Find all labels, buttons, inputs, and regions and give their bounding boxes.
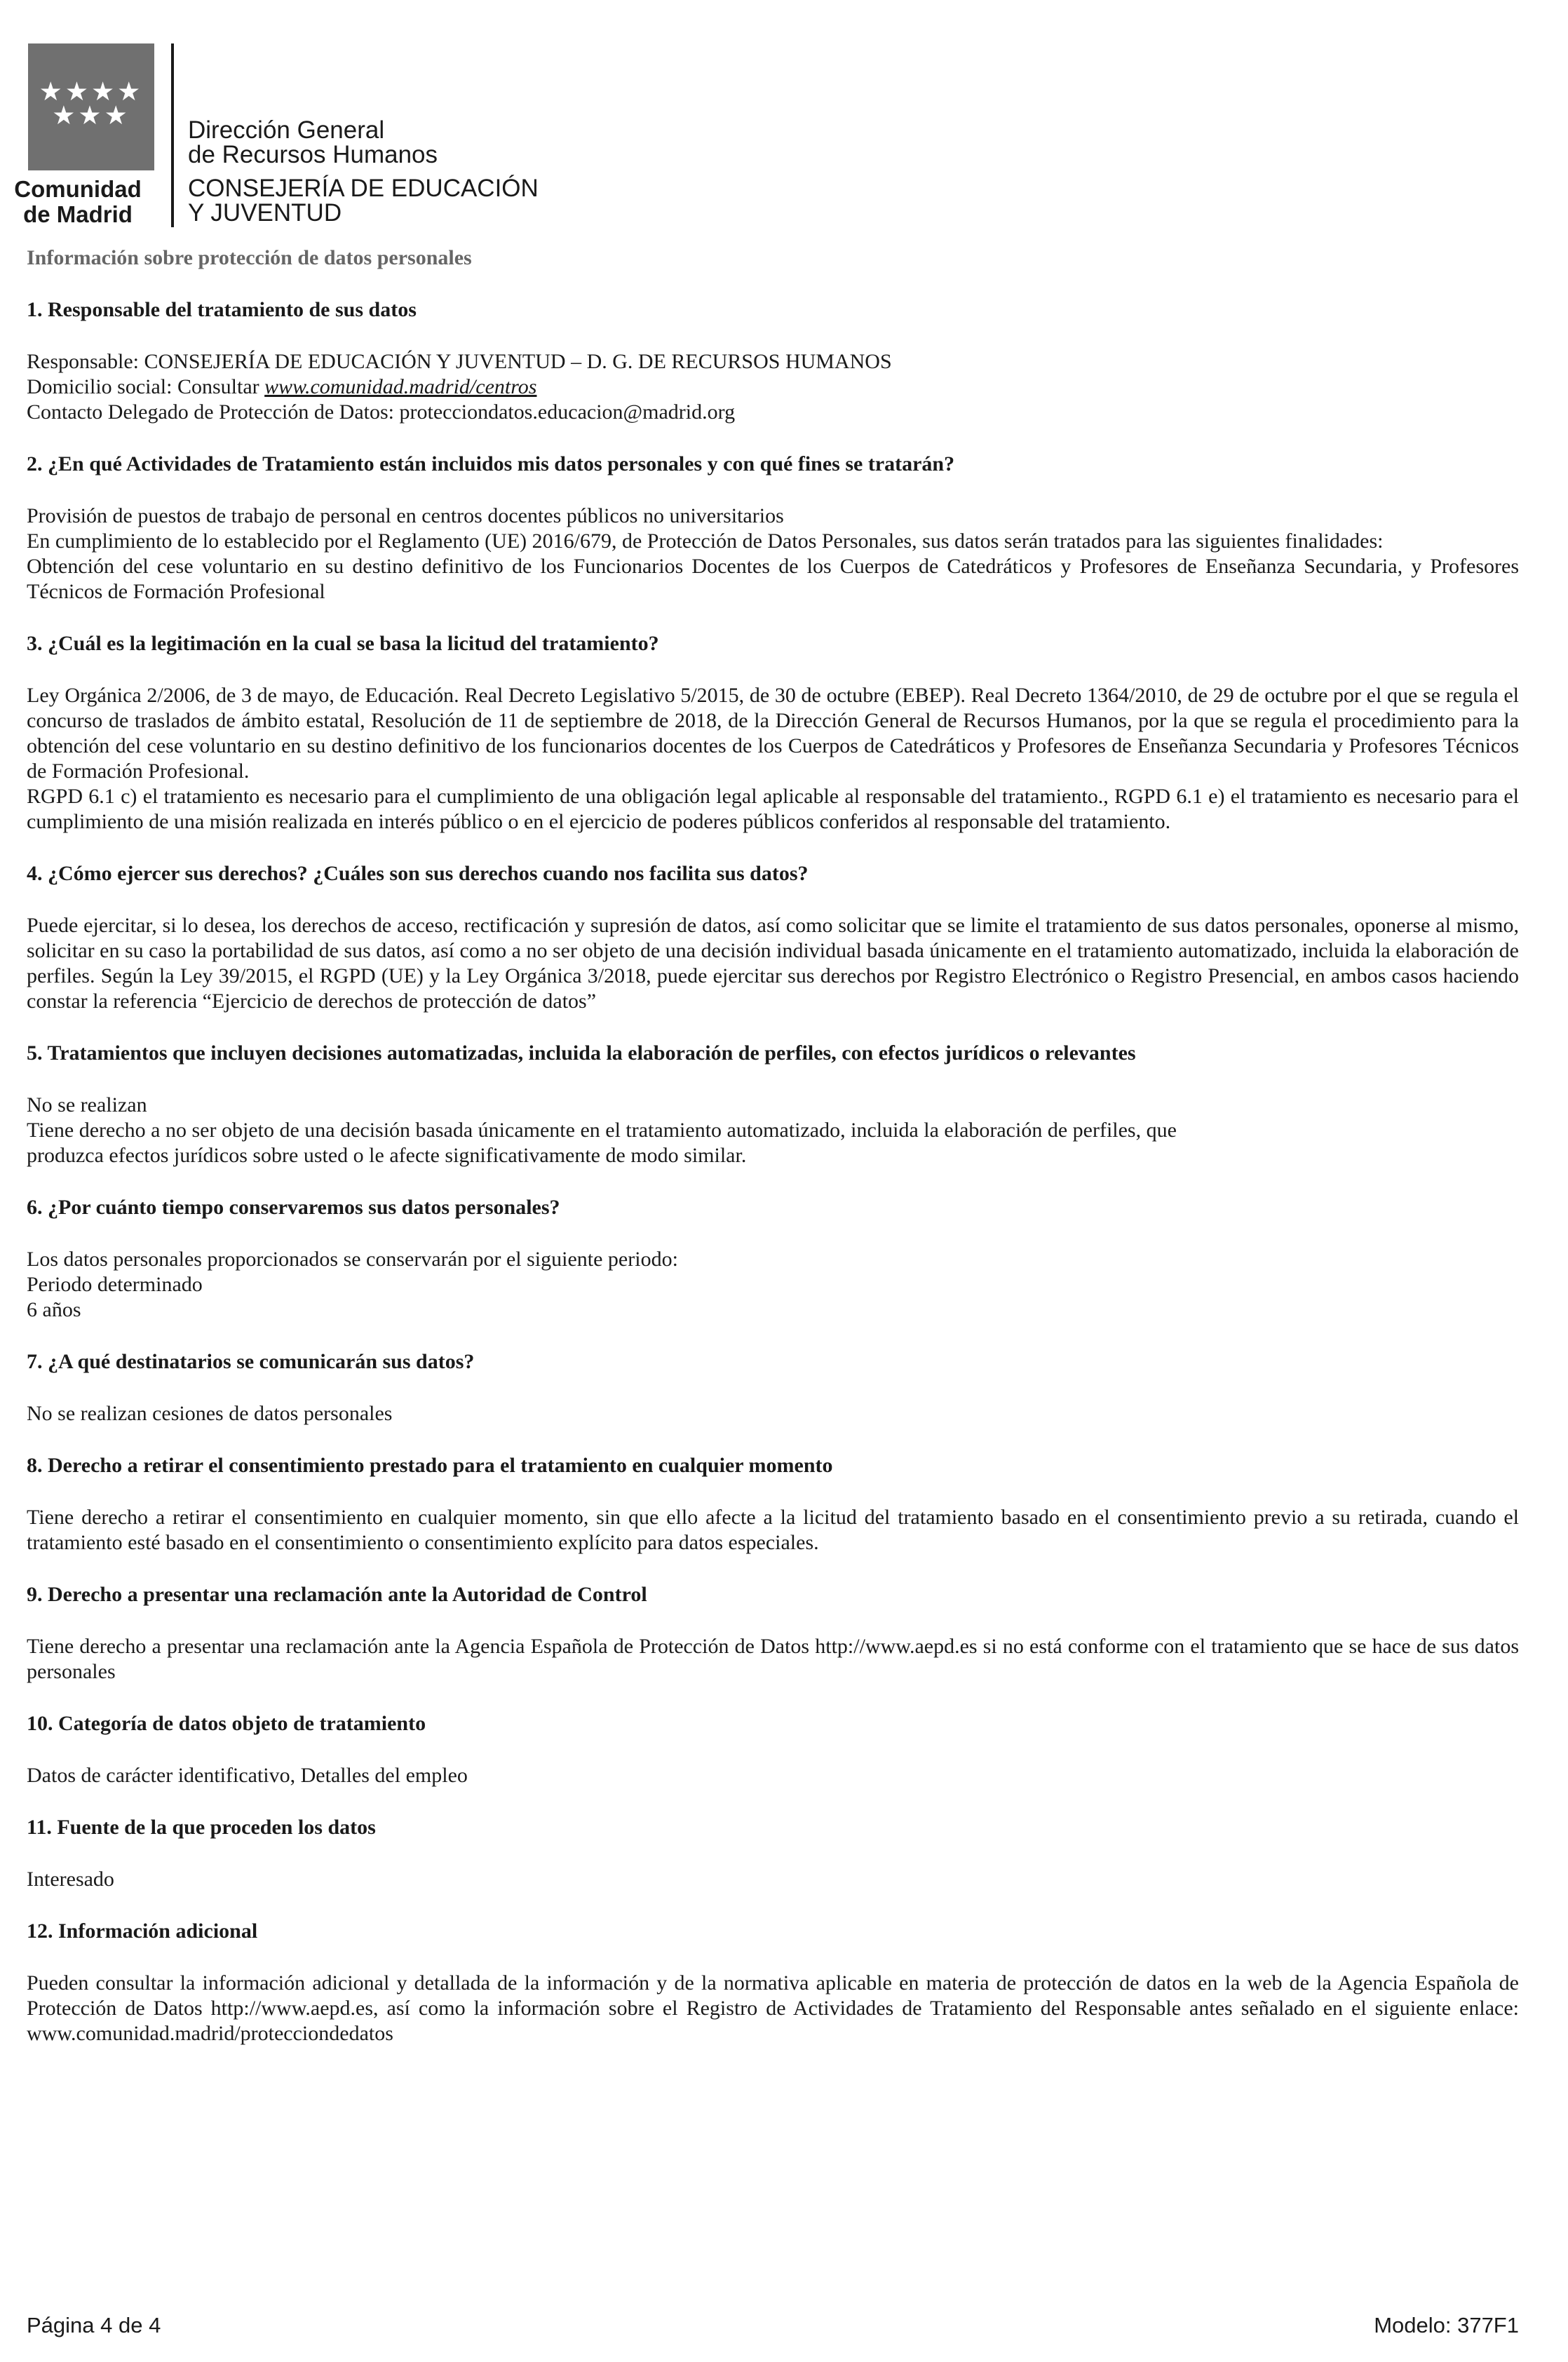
header-divider — [171, 43, 174, 227]
section-6-line-3: 6 años — [27, 1298, 81, 1321]
section-11 — [27, 1815, 1519, 1892]
section-11-heading: 11. Fuente de la que proceden los datos — [27, 1816, 376, 1839]
consejeria-line-2: Y JUVENTUD — [188, 199, 342, 227]
section-3 — [27, 631, 1519, 835]
section-2-line-3: Obtención del cese voluntario en su destino definitivo de los Funcionarios Docentes de los Cuerpos de Catedráticos y Profesores de Enseñanza Secundaria, y Profesores Técnicos de Formación Profesional — [27, 555, 1519, 603]
dg-line-2: de Recursos Humanos — [188, 141, 438, 168]
section-6 — [27, 1195, 1519, 1323]
section-12-heading: 12. Información adicional — [27, 1919, 258, 1943]
comunidad-madrid-logo — [28, 43, 154, 170]
section-1 — [27, 297, 1519, 425]
section-1-line-3: Contacto Delegado de Protección de Datos: protecciondatos.educacion@madrid.org — [27, 400, 736, 424]
logo-name-line-1: Comunidad — [14, 176, 142, 202]
logo-name — [0, 177, 156, 227]
document-body — [27, 245, 1519, 2073]
logo-name-line-2: de Madrid — [23, 201, 133, 227]
section-9-heading: 9. Derecho a presentar una reclamación ante la Autoridad de Control — [27, 1583, 647, 1606]
section-1-line-1: Responsable: CONSEJERÍA DE EDUCACIÓN Y JUVENTUD – D. G. DE RECURSOS HUMANOS — [27, 350, 892, 373]
consejeria-line-1: CONSEJERÍA DE EDUCACIÓN — [188, 175, 539, 202]
section-5-heading: 5. Tratamientos que incluyen decisiones automatizadas, incluida la elaboración de perfiles, con efectos jurídicos o relevantes — [27, 1041, 1136, 1065]
section-10 — [27, 1711, 1519, 1788]
model-code: Modelo: 377F1 — [1374, 2313, 1519, 2337]
section-11-line-1: Interesado — [27, 1868, 114, 1891]
consejeria — [188, 176, 539, 225]
domicilio-label: Domicilio social: Consultar — [27, 375, 265, 398]
section-4 — [27, 861, 1519, 1014]
section-10-heading: 10. Categoría de datos objeto de tratamiento — [27, 1712, 426, 1735]
section-6-heading: 6. ¿Por cuánto tiempo conservaremos sus datos personales? — [27, 1196, 560, 1219]
page-number: Página 4 de 4 — [27, 2313, 161, 2337]
section-6-line-2: Periodo determinado — [27, 1273, 203, 1296]
section-6-line-1: Los datos personales proporcionados se conservarán por el siguiente periodo: — [27, 1248, 678, 1271]
section-3-heading: 3. ¿Cuál es la legitimación en la cual se basa la licitud del tratamiento? — [27, 632, 659, 655]
section-5 — [27, 1041, 1519, 1168]
section-3-line-1: Ley Orgánica 2/2006, de 3 de mayo, de Educación. Real Decreto Legislativo 5/2015, de 30 de octubre (EBEP). Real Decreto 1364/2010, de 29 de octubre por el que se regula el concurso de traslados de ámbito estatal, Resolución de 11 de septiembre de 2018, de la Dirección General de Recursos Humanos, por la que se regula el procedimiento para la obtención del cese voluntario en su destino definitivo de los funcionarios docentes de los Cuerpos de Catedráticos y Profesores de Enseñanza Secundaria y Profesores Técnicos de Formación Profesional. — [27, 684, 1519, 783]
stars-icon: ★★★★ ★★★ — [39, 76, 144, 130]
section-1-line-2 — [27, 374, 1519, 400]
section-5-line-2: Tiene derecho a no ser objeto de una decisión basada únicamente en el tratamiento automatizado, incluida la elaboración de perfiles, que — [27, 1119, 1177, 1142]
section-5-line-1: No se realizan — [27, 1093, 147, 1116]
section-9-line-1: Tiene derecho a presentar una reclamación ante la Agencia Española de Protección de Datos http://www.aepd.es si no está conforme con el tratamiento que se hace de sus datos personales — [27, 1635, 1519, 1683]
section-8 — [27, 1453, 1519, 1555]
section-4-heading: 4. ¿Cómo ejercer sus derechos? ¿Cuáles son sus derechos cuando nos facilita sus datos? — [27, 862, 809, 885]
section-7-line-1: No se realizan cesiones de datos personales — [27, 1402, 393, 1425]
centros-link[interactable]: www.comunidad.madrid/centros — [264, 375, 537, 398]
section-2-heading: 2. ¿En qué Actividades de Tratamiento están incluidos mis datos personales y con qué fines se tratarán? — [27, 452, 955, 475]
section-5-line-3: produzca efectos jurídicos sobre usted o le afecte significativamente de modo similar. — [27, 1144, 747, 1167]
section-10-line-1: Datos de carácter identificativo, Detalles del empleo — [27, 1764, 468, 1787]
direccion-general — [188, 118, 438, 167]
section-7-heading: 7. ¿A qué destinatarios se comunicarán sus datos? — [27, 1350, 475, 1373]
section-4-line-1: Puede ejercitar, si lo desea, los derechos de acceso, rectificación y supresión de datos, así como solicitar que se limite el tratamiento de sus datos personales, oponerse al mismo, solicitar en su caso la portabilidad de sus datos, así como a no ser objeto de una decisión individual basada únicamente en el tratamiento automatizado, incluida la elaboración de perfiles. Según la Ley 39/2015, el RGPD (UE) y la Ley Orgánica 3/2018, puede ejercitar sus derechos por Registro Electrónico o Registro Presencial, en ambos casos haciendo constar la referencia “Ejercicio de derechos de protección de datos” — [27, 914, 1519, 1013]
section-9 — [27, 1582, 1519, 1685]
section-3-line-2: RGPD 6.1 c) el tratamiento es necesario para el cumplimiento de una obligación legal aplicable al responsable del tratamiento., RGPD 6.1 e) el tratamiento es necesario para el cumplimiento de una misión realizada en interés público o en el ejercicio de poderes públicos conferidos al responsable del tratamiento. — [27, 785, 1519, 833]
section-2-line-1: Provisión de puestos de trabajo de personal en centros docentes públicos no universitarios — [27, 504, 784, 527]
section-12 — [27, 1919, 1519, 2046]
section-1-heading: 1. Responsable del tratamiento de sus datos — [27, 298, 417, 321]
document-title: Información sobre protección de datos personales — [27, 246, 472, 269]
section-8-heading: 8. Derecho a retirar el consentimiento prestado para el tratamiento en cualquier momento — [27, 1454, 833, 1477]
section-2-line-2: En cumplimiento de lo establecido por el Reglamento (UE) 2016/679, de Protección de Datos Personales, sus datos serán tratados para las siguientes finalidades: — [27, 529, 1384, 553]
section-8-line-1: Tiene derecho a retirar el consentimiento en cualquier momento, sin que ello afecte a la licitud del tratamiento basado en el consentimiento previo a su retirada, cuando el tratamiento esté basado en el consentimiento o consentimiento explícito para datos especiales. — [27, 1506, 1519, 1554]
section-7 — [27, 1349, 1519, 1426]
section-2 — [27, 452, 1519, 605]
section-12-line-1: Pueden consultar la información adicional y detallada de la información y de la normativa aplicable en materia de protección de datos en la web de la Agencia Española de Protección de Datos http://www.aepd.es, así como la información sobre el Registro de Actividades de Tratamiento del Responsable antes señalado en el siguiente enlace: www.comunidad.madrid/protecciondedatos — [27, 1971, 1519, 2045]
dg-line-1: Dirección General — [188, 116, 385, 144]
